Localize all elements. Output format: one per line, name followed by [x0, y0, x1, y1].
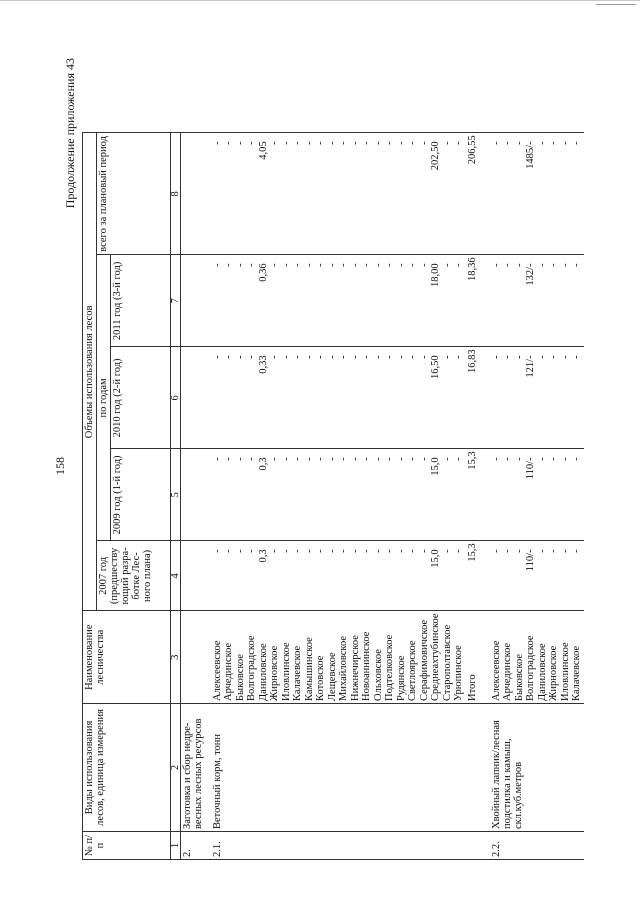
- value-cell: -: [349, 549, 361, 553]
- value-cell: -: [349, 355, 361, 359]
- value-cell: -: [536, 549, 548, 553]
- forestry-name: Быковское: [513, 653, 525, 701]
- value-cell: -: [223, 457, 235, 461]
- row21-2010: [211, 347, 466, 449]
- forestry-name: Лещевское: [326, 652, 338, 701]
- value-cell: -: [326, 457, 338, 461]
- forestry-name: Волгоградское: [525, 635, 537, 701]
- value-cell: -: [211, 457, 223, 461]
- header-use-type: Виды использования лесов, единица измерения: [83, 704, 171, 832]
- value-cell: -: [559, 263, 571, 267]
- header-forestry: Наименование лесничества: [83, 611, 171, 704]
- value-cell: -: [211, 549, 223, 553]
- value-cell: -: [211, 355, 223, 359]
- value-cell: -: [315, 549, 327, 553]
- value-cell: -: [292, 355, 304, 359]
- rotated-page: [53, 40, 612, 870]
- header-total: всего за плановый период: [97, 133, 171, 255]
- value-cell: -: [223, 549, 235, 553]
- value-cell: -: [303, 355, 315, 359]
- forest-use-table: [82, 132, 584, 860]
- value-cell: -: [441, 457, 453, 461]
- value-cell: -: [292, 549, 304, 553]
- value-cell: -: [349, 141, 361, 145]
- value-cell: -: [326, 355, 338, 359]
- value-cell: 121/-: [525, 355, 537, 378]
- value-cell: 0,33: [257, 355, 269, 374]
- forestry-name: Михайловское: [338, 636, 350, 701]
- value-cell: -: [548, 457, 560, 461]
- value-cell: -: [395, 549, 407, 553]
- value-cell: -: [571, 355, 583, 359]
- value-cell: -: [502, 355, 514, 359]
- value-cell: -: [211, 263, 223, 267]
- value-cell: -: [418, 457, 430, 461]
- value-cell: -: [384, 549, 396, 553]
- value-cell: -: [315, 263, 327, 267]
- row22-forestries: [490, 611, 584, 704]
- value-cell: -: [292, 457, 304, 461]
- value-cell: 202,50: [430, 141, 442, 171]
- value-cell: -: [246, 141, 258, 145]
- total-label: Итого: [466, 611, 490, 704]
- value-cell: -: [361, 549, 373, 553]
- row22-2010: [490, 347, 584, 449]
- value-cell: -: [536, 355, 548, 359]
- value-cell: 0,3: [257, 549, 269, 563]
- row21-title: Веточный корм, тонн: [211, 704, 466, 832]
- forestry-name: Серафимовичское: [418, 619, 430, 701]
- value-cell: -: [234, 549, 246, 553]
- row21-2011: [211, 255, 466, 347]
- forestry-name: Новоаннинское: [361, 631, 373, 701]
- value-cell: -: [548, 263, 560, 267]
- value-cell: -: [490, 263, 502, 267]
- value-cell: -: [536, 457, 548, 461]
- header-2010: 2010 год (2-й год): [111, 347, 171, 449]
- value-cell: -: [395, 141, 407, 145]
- value-cell: -: [223, 141, 235, 145]
- value-cell: -: [361, 355, 373, 359]
- row21-forestries: [211, 611, 466, 704]
- section-title: Заготовка и сбор недре- весных лесных ресурсов: [181, 704, 211, 832]
- value-cell: -: [418, 141, 430, 145]
- value-cell: 4,05: [257, 141, 269, 160]
- forestry-name: Арчединское: [223, 642, 235, 701]
- forestry-name: Урюпинское: [453, 645, 465, 701]
- value-cell: -: [513, 457, 525, 461]
- row21-2007: [211, 541, 466, 611]
- value-cell: -: [571, 141, 583, 145]
- value-cell: -: [326, 549, 338, 553]
- value-cell: -: [559, 355, 571, 359]
- value-cell: -: [234, 457, 246, 461]
- value-cell: -: [246, 457, 258, 461]
- value-cell: -: [407, 457, 419, 461]
- value-cell: -: [513, 549, 525, 553]
- value-cell: -: [211, 141, 223, 145]
- value-cell: -: [513, 355, 525, 359]
- value-cell: -: [502, 263, 514, 267]
- total-2011: 18,36: [466, 255, 490, 347]
- row22-total: [490, 133, 584, 255]
- value-cell: -: [559, 549, 571, 553]
- row21-total: [211, 133, 466, 255]
- col-number: 4: [171, 541, 181, 611]
- row21-no: 2.1.: [211, 832, 466, 860]
- value-cell: -: [315, 141, 327, 145]
- value-cell: 110/-: [525, 457, 537, 480]
- value-cell: -: [453, 263, 465, 267]
- col-number: 7: [171, 255, 181, 347]
- value-cell: -: [223, 263, 235, 267]
- value-cell: -: [269, 549, 281, 553]
- forestry-name: Волгоградское: [246, 635, 258, 701]
- value-cell: -: [407, 549, 419, 553]
- value-cell: -: [234, 141, 246, 145]
- col-number: 6: [171, 347, 181, 449]
- value-cell: -: [280, 355, 292, 359]
- value-cell: 18,00: [430, 263, 442, 288]
- value-cell: -: [571, 457, 583, 461]
- value-cell: -: [453, 141, 465, 145]
- value-cell: 1485/-: [525, 141, 537, 169]
- value-cell: -: [326, 263, 338, 267]
- total-all: 206,55: [466, 133, 490, 255]
- value-cell: -: [269, 263, 281, 267]
- value-cell: -: [372, 141, 384, 145]
- value-cell: -: [280, 457, 292, 461]
- value-cell: -: [548, 141, 560, 145]
- total-2010: 16,83: [466, 347, 490, 449]
- forestry-name: Среднеахтубинское: [430, 613, 442, 701]
- value-cell: -: [490, 355, 502, 359]
- value-cell: -: [269, 355, 281, 359]
- col-number: 1: [171, 832, 181, 860]
- header-by-years: по годам: [97, 255, 111, 541]
- value-cell: -: [372, 263, 384, 267]
- value-cell: -: [571, 263, 583, 267]
- forestry-name: Рудянское: [395, 655, 407, 701]
- value-cell: -: [292, 141, 304, 145]
- row22-2007: [490, 541, 584, 611]
- value-cell: -: [513, 141, 525, 145]
- value-cell: -: [395, 355, 407, 359]
- row22-no: 2.2.: [490, 832, 584, 860]
- value-cell: -: [536, 263, 548, 267]
- forestry-name: Быковское: [234, 653, 246, 701]
- col-number: 2: [171, 704, 181, 832]
- value-cell: -: [280, 141, 292, 145]
- value-cell: 15,0: [430, 549, 442, 568]
- forestry-name: Иловлинское: [559, 642, 571, 701]
- value-cell: -: [453, 457, 465, 461]
- value-cell: -: [292, 263, 304, 267]
- value-cell: -: [246, 355, 258, 359]
- continuation-title: Продолжение приложения 43: [63, 58, 77, 209]
- value-cell: -: [384, 355, 396, 359]
- value-cell: -: [338, 457, 350, 461]
- forestry-name: Алексеевское: [211, 640, 223, 701]
- value-cell: -: [234, 263, 246, 267]
- value-cell: -: [441, 355, 453, 359]
- value-cell: -: [407, 355, 419, 359]
- value-cell: 16,50: [430, 355, 442, 380]
- forestry-name: Подтелковское: [384, 634, 396, 701]
- total-2009: 15,3: [466, 449, 490, 541]
- value-cell: -: [395, 263, 407, 267]
- section-no: 2.: [181, 832, 211, 860]
- value-cell: 0,3: [257, 457, 269, 471]
- value-cell: -: [303, 549, 315, 553]
- value-cell: -: [441, 263, 453, 267]
- value-cell: -: [338, 549, 350, 553]
- value-cell: -: [395, 457, 407, 461]
- forestry-name: Ольховское: [372, 649, 384, 701]
- value-cell: -: [326, 141, 338, 145]
- value-cell: -: [349, 457, 361, 461]
- value-cell: -: [372, 549, 384, 553]
- top-rule: [0, 0, 640, 1]
- forestry-name: Даниловское: [536, 643, 548, 701]
- value-cell: -: [418, 549, 430, 553]
- value-cell: -: [513, 263, 525, 267]
- header-2011: 2011 год (3-й год): [111, 255, 171, 347]
- value-cell: -: [384, 457, 396, 461]
- value-cell: -: [269, 141, 281, 145]
- value-cell: -: [361, 263, 373, 267]
- value-cell: -: [441, 141, 453, 145]
- value-cell: -: [490, 141, 502, 145]
- value-cell: -: [349, 263, 361, 267]
- value-cell: 132/-: [525, 263, 537, 286]
- col-number: 8: [171, 133, 181, 255]
- value-cell: -: [548, 355, 560, 359]
- col-number: 5: [171, 449, 181, 541]
- page-number: 158: [53, 457, 67, 475]
- value-cell: -: [315, 457, 327, 461]
- header-2007: 2007 год (предшеству ющий разра- ботке Лес- ного плана): [97, 541, 171, 611]
- forestry-name: Даниловское: [257, 643, 269, 701]
- col-number: 3: [171, 611, 181, 704]
- value-cell: -: [303, 141, 315, 145]
- value-cell: -: [490, 457, 502, 461]
- forestry-name: Жирновское: [548, 645, 560, 701]
- value-cell: -: [502, 457, 514, 461]
- forestry-name: Калачевское: [571, 645, 583, 701]
- value-cell: -: [384, 263, 396, 267]
- value-cell: -: [303, 457, 315, 461]
- top-mark: [596, 4, 636, 5]
- header-volumes: Объемы использования лесов: [83, 133, 97, 611]
- value-cell: -: [441, 549, 453, 553]
- forestry-name: Старополтавское: [441, 624, 453, 701]
- value-cell: -: [246, 549, 258, 553]
- forestry-name: Калачевское: [292, 645, 304, 701]
- forestry-name: Светлоярское: [407, 640, 419, 701]
- forestry-name: Арчединское: [502, 642, 514, 701]
- value-cell: -: [280, 263, 292, 267]
- value-cell: -: [338, 263, 350, 267]
- value-cell: -: [453, 355, 465, 359]
- forestry-name: Котовское: [315, 655, 327, 701]
- value-cell: 0,36: [257, 263, 269, 282]
- row21-2009: [211, 449, 466, 541]
- value-cell: -: [548, 549, 560, 553]
- value-cell: -: [361, 457, 373, 461]
- value-cell: -: [372, 457, 384, 461]
- row22-title: Хвойный лапник/лесная подстилка и камыш, скл.куб.метров: [490, 704, 584, 832]
- value-cell: -: [490, 549, 502, 553]
- value-cell: -: [338, 355, 350, 359]
- value-cell: -: [559, 457, 571, 461]
- value-cell: -: [418, 263, 430, 267]
- value-cell: -: [453, 549, 465, 553]
- value-cell: -: [407, 263, 419, 267]
- value-cell: -: [571, 549, 583, 553]
- row22-2009: [490, 449, 584, 541]
- row22-2011: [490, 255, 584, 347]
- value-cell: -: [502, 549, 514, 553]
- value-cell: -: [407, 141, 419, 145]
- value-cell: -: [269, 457, 281, 461]
- value-cell: -: [315, 355, 327, 359]
- value-cell: -: [418, 355, 430, 359]
- value-cell: -: [536, 141, 548, 145]
- value-cell: -: [372, 355, 384, 359]
- value-cell: -: [223, 355, 235, 359]
- value-cell: -: [361, 141, 373, 145]
- value-cell: -: [280, 549, 292, 553]
- value-cell: -: [502, 141, 514, 145]
- value-cell: 15,0: [430, 457, 442, 476]
- header-no: № п/п: [83, 832, 171, 860]
- value-cell: -: [338, 141, 350, 145]
- value-cell: -: [559, 141, 571, 145]
- value-cell: -: [384, 141, 396, 145]
- value-cell: -: [246, 263, 258, 267]
- forestry-name: Алексеевское: [490, 640, 502, 701]
- value-cell: 110/-: [525, 549, 537, 572]
- forestry-name: Нижнечирское: [349, 635, 361, 701]
- value-cell: -: [303, 263, 315, 267]
- forestry-name: Жирновское: [269, 645, 281, 701]
- forestry-name: Иловлинское: [280, 642, 292, 701]
- header-2009: 2009 год (1-й год): [111, 449, 171, 541]
- value-cell: -: [234, 355, 246, 359]
- total-2007: 15,3: [466, 541, 490, 611]
- forestry-name: Камышинское: [303, 637, 315, 701]
